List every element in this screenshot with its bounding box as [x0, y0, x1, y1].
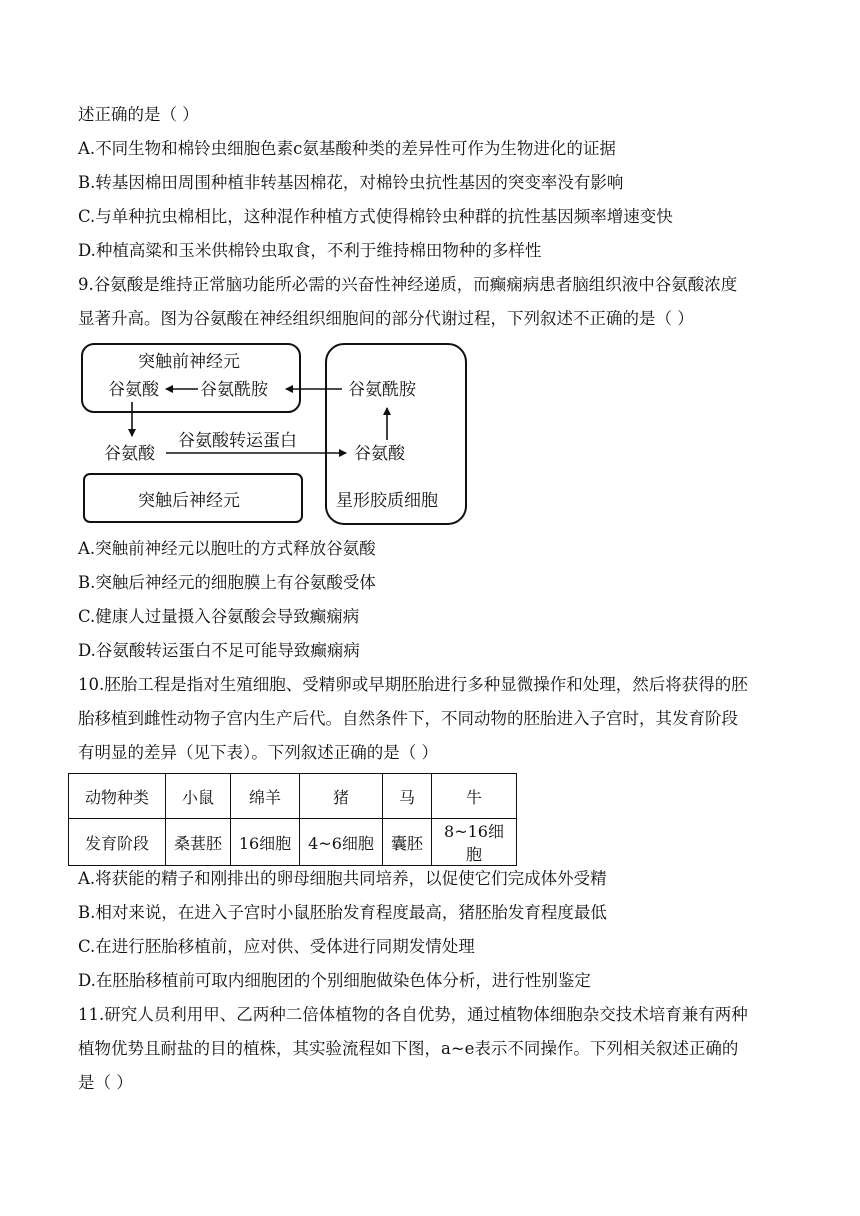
q9-stem-line-1: 9.谷氨酸是维持正常脑功能所必需的兴奋性神经递质，而癫痫病患者脑组织液中谷氨酸浓度 [78, 275, 738, 294]
table-row [69, 774, 517, 819]
table-cell: 猪 [300, 774, 383, 819]
q8-option-d: D.种植高粱和玉米供棉铃虫取食，不利于维持棉田物种的多样性 [78, 241, 542, 260]
table-cell: 动物种类 [69, 774, 166, 819]
q8-option-c: C.与单种抗虫棉相比，这种混作种植方式使得棉铃虫种群的抗性基因频率增速变快 [78, 207, 673, 226]
embryo-stage-table [68, 773, 517, 866]
table-cell: 马 [383, 774, 432, 819]
q11-stem-line-3: 是（ ） [78, 1073, 133, 1092]
q9-stem-line-2: 显著升高。图为谷氨酸在神经组织细胞间的部分代谢过程，下列叙述不正确的是（ ） [78, 309, 694, 328]
table-cell: 囊胚 [383, 819, 432, 866]
presynaptic-title: 突触前神经元 [138, 352, 240, 372]
pre-glutamine-label: 谷氨酰胺 [200, 380, 268, 400]
q10-stem-line-3: 有明显的差异（见下表）。下列叙述正确的是（ ） [78, 743, 438, 762]
transporter-label: 谷氨酸转运蛋白 [178, 431, 297, 451]
q10-option-b: B.相对来说，在进入子宫时小鼠胚胎发育程度最高，猪胚胎发育程度最低 [78, 903, 607, 922]
table-row [69, 819, 517, 866]
astro-glutamate-label: 谷氨酸 [354, 444, 405, 464]
q10-stem-line-2: 胎移植到雌性动物子宫内生产后代。自然条件下，不同动物的胚胎进入子宫时，其发育阶段 [78, 709, 738, 728]
q10-option-a: A.将获能的精子和刚排出的卵母细胞共同培养，以促使它们完成体外受精 [78, 869, 607, 888]
table-cell: 绵羊 [231, 774, 300, 819]
table-cell: 8~16细胞 [432, 819, 517, 866]
table-cell: 4~6细胞 [300, 819, 383, 866]
postsynaptic-title: 突触后神经元 [138, 491, 240, 511]
glutamate-metabolism-diagram [80, 340, 472, 528]
q10-stem-line-1: 10.胚胎工程是指对生殖细胞、受精卵或早期胚胎进行多种显微操作和处理，然后将获得的胚 [78, 675, 748, 694]
q8-option-a: A.不同生物和棉铃虫细胞色素c氨基酸种类的差异性可作为生物进化的证据 [78, 139, 616, 158]
q11-stem-line-1: 11.研究人员利用甲、乙两种二倍体植物的各自优势，通过植物体细胞杂交技术培育兼有两种 [78, 1005, 748, 1024]
q9-option-b: B.突触后神经元的细胞膜上有谷氨酸受体 [78, 573, 376, 592]
table-cell: 小鼠 [166, 774, 231, 819]
q9-option-c: C.健康人过量摄入谷氨酸会导致癫痫病 [78, 607, 360, 626]
table-cell: 牛 [432, 774, 517, 819]
table-cell: 16细胞 [231, 819, 300, 866]
table-cell: 桑葚胚 [166, 819, 231, 866]
q8-option-b: B.转基因棉田周围种植非转基因棉花，对棉铃虫抗性基因的突变率没有影响 [78, 173, 624, 192]
q11-stem-line-2: 植物优势且耐盐的目的植株，其实验流程如下图，a~e表示不同操作。下列相关叙述正确的 [78, 1039, 739, 1058]
pre-glutamate-label: 谷氨酸 [108, 380, 159, 400]
q9-option-a: A.突触前神经元以胞吐的方式释放谷氨酸 [78, 539, 376, 558]
q9-option-d: D.谷氨酸转运蛋白不足可能导致癫痫病 [78, 641, 360, 660]
question-stem-tail: 述正确的是（ ） [78, 105, 199, 124]
q10-option-d: D.在胚胎移植前可取内细胞团的个别细胞做染色体分析，进行性别鉴定 [78, 971, 591, 990]
q10-option-c: C.在进行胚胎移植前，应对供、受体进行同期发情处理 [78, 937, 475, 956]
table-cell: 发育阶段 [69, 819, 166, 866]
astrocyte-title: 星形胶质细胞 [336, 491, 438, 511]
cleft-glutamate-label: 谷氨酸 [104, 444, 155, 464]
astro-glutamine-label: 谷氨酰胺 [348, 380, 416, 400]
